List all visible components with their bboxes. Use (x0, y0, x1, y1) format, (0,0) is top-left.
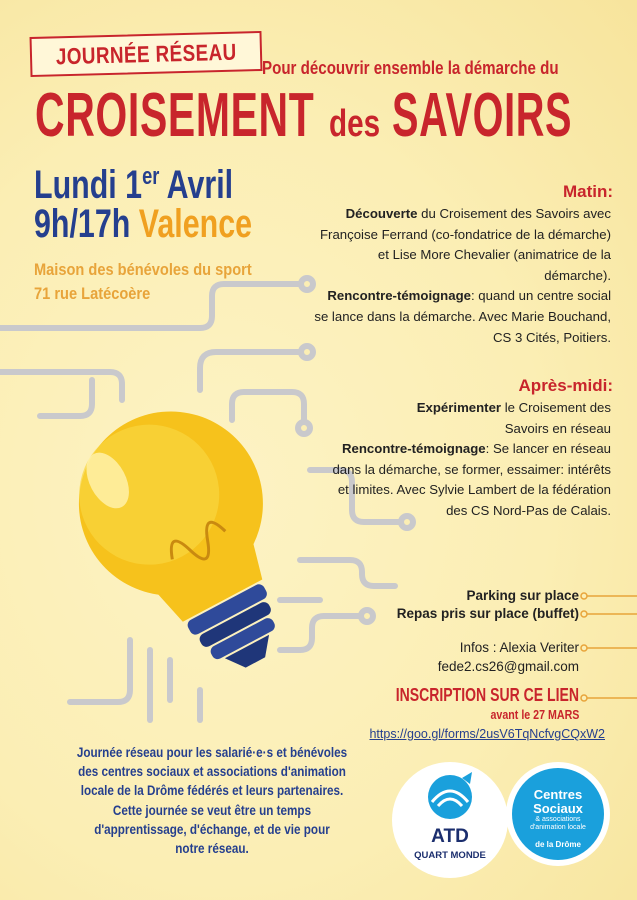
circuit-line (70, 640, 130, 702)
morning-item-2: Rencontre-témoignage: quand un centre social se lance dans la démarche. Avec Marie Bouchand, CS 3 Cités, Poitiers. (314, 288, 611, 345)
venue-address: 71 rue Latécoère (34, 284, 151, 303)
morning-program (311, 204, 611, 348)
subtitle: Pour découvrir ensemble la démarche du (262, 58, 559, 78)
afternoon-item-1: Expérimenter le Croisement des Savoirs en réseau (416, 400, 611, 436)
event-venue (34, 258, 252, 306)
atd-emblem-icon (422, 772, 478, 822)
circuit-line (40, 380, 92, 416)
registration-heading: INSCRIPTION SUR CE LIEN (395, 685, 579, 705)
circuit-line (300, 560, 395, 586)
afternoon-program-2 (331, 439, 611, 521)
circuit-line (200, 352, 300, 390)
parking-info: Parking sur place (466, 588, 579, 603)
morning-title: Matin: (562, 182, 613, 201)
afternoon-item-2: Rencontre-témoignage: Se lancer en réseau dans la démarche, se former, essaimer: intérêts et limites. Avec Sylvie Lambert de la fédération des CS Nord-Pas de Calais. (332, 441, 611, 518)
atd-name: ATD (431, 826, 469, 847)
circuit-line (232, 392, 304, 420)
title-savoirs: SAVOIRS (392, 81, 573, 150)
event-type-label: JOURNÉE RÉSEAU (55, 38, 237, 69)
atd-subtitle: QUART MONDE (414, 850, 486, 861)
afternoon-title: Après-midi: (518, 376, 613, 395)
afternoon-program (401, 398, 611, 439)
atd-quart-monde-logo (392, 762, 508, 882)
registration-link[interactable]: https://goo.gl/forms/2usV6TqNcfvgCQxW2 (369, 727, 605, 741)
circuit-line (280, 616, 360, 650)
circuit-line (0, 372, 122, 400)
meal-info: Repas pris sur place (buffet) (396, 606, 579, 621)
network-description: Journée réseau pour les salarié·e·s et bénévoles des centres sociaux et associations d'animation locale de la Drôme fédérés et leurs partenaires. Cette journée se veut être un temps d'apprentissage, d'échange, et de vie pour notre réseau. (76, 745, 348, 857)
lightbulb-icon (46, 379, 336, 706)
event-date: Lundi 1er Avril (34, 163, 234, 207)
event-hours: 9h/17h (34, 202, 131, 246)
morning-item-1: Découverte du Croisement des Savoirs avec Françoise Ferrand (co-fondatrice de la démarche) et Lise More Chevalier (animatrice de la démarche). (320, 206, 611, 283)
registration-deadline: avant le 27 MARS (490, 707, 579, 722)
contact-email[interactable]: fede2.cs26@gmail.com (437, 659, 579, 674)
centres-sociaux-logo: Centres Sociaux & associations d'animation locale de la Drôme (506, 762, 610, 866)
event-city: Valence (138, 202, 253, 246)
venue-name: Maison des bénévoles du sport (34, 260, 252, 279)
event-time-city (34, 202, 252, 247)
title-croisement: CROISEMENT (35, 81, 315, 150)
event-type-badge (30, 31, 263, 77)
contact-name: Infos : Alexia Veriter (459, 640, 579, 655)
title-des: des (329, 103, 381, 145)
